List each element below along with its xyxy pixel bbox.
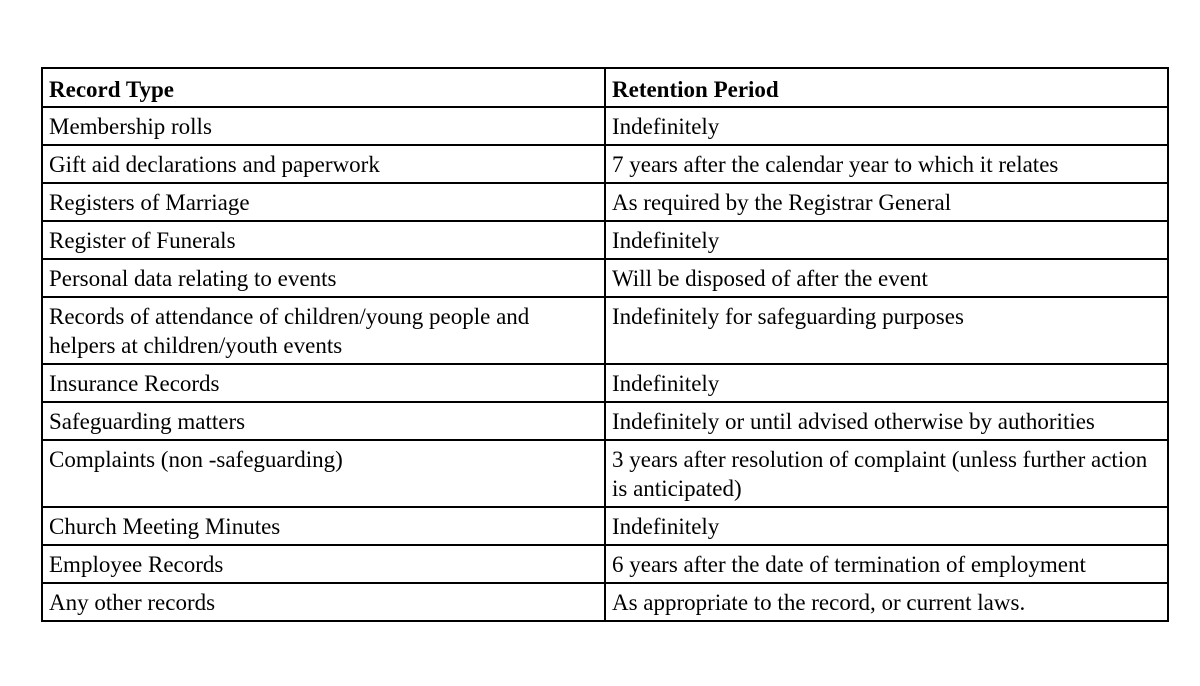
retention-period-cell: Indefinitely [605, 221, 1168, 259]
table-row [42, 545, 1168, 583]
retention-period-cell: As appropriate to the record, or current laws. [605, 583, 1168, 621]
record-type-cell: Records of attendance of children/young people and helpers at children/youth events [42, 297, 605, 364]
record-type-cell: Register of Funerals [42, 221, 605, 259]
record-type-cell: Church Meeting Minutes [42, 507, 605, 545]
record-type-cell: Complaints (non -safeguarding) [42, 440, 605, 507]
retention-table [41, 67, 1169, 622]
record-type-cell: Gift aid declarations and paperwork [42, 145, 605, 183]
retention-period-cell: As required by the Registrar General [605, 183, 1168, 221]
table-row [42, 402, 1168, 440]
record-type-cell: Employee Records [42, 545, 605, 583]
table-row [42, 440, 1168, 507]
record-type-cell: Safeguarding matters [42, 402, 605, 440]
record-type-cell: Personal data relating to events [42, 259, 605, 297]
header-retention-period: Retention Period [605, 68, 1168, 107]
retention-period-cell: Indefinitely [605, 107, 1168, 145]
record-type-cell: Membership rolls [42, 107, 605, 145]
table-row [42, 183, 1168, 221]
table-row [42, 364, 1168, 402]
table-row [42, 221, 1168, 259]
header-record-type: Record Type [42, 68, 605, 107]
table-row [42, 107, 1168, 145]
table-row [42, 507, 1168, 545]
table-row [42, 145, 1168, 183]
retention-period-cell: 7 years after the calendar year to which it relates [605, 145, 1168, 183]
retention-period-cell: Indefinitely [605, 507, 1168, 545]
retention-period-cell: Indefinitely or until advised otherwise by authorities [605, 402, 1168, 440]
retention-period-cell: 3 years after resolution of complaint (unless further action is anticipated) [605, 440, 1168, 507]
retention-period-cell: Indefinitely for safeguarding purposes [605, 297, 1168, 364]
record-type-cell: Any other records [42, 583, 605, 621]
record-type-cell: Registers of Marriage [42, 183, 605, 221]
record-type-cell: Insurance Records [42, 364, 605, 402]
retention-period-cell: Indefinitely [605, 364, 1168, 402]
retention-table-container [41, 67, 1167, 622]
retention-period-cell: 6 years after the date of termination of employment [605, 545, 1168, 583]
table-row [42, 583, 1168, 621]
table-row [42, 259, 1168, 297]
table-header-row [42, 68, 1168, 107]
table-row [42, 297, 1168, 364]
retention-period-cell: Will be disposed of after the event [605, 259, 1168, 297]
